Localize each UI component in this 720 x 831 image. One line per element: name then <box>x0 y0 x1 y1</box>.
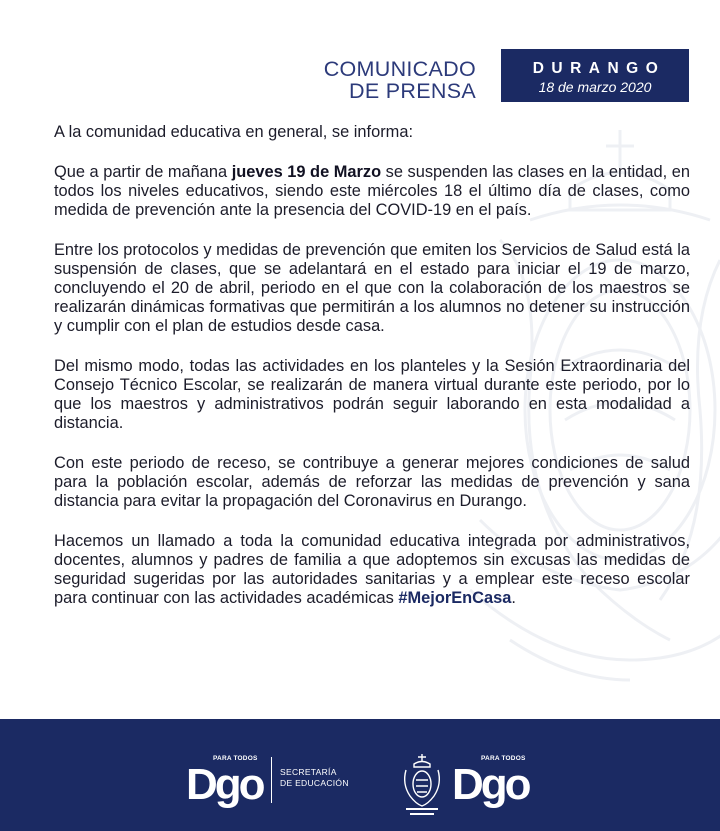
badge-date: 18 de marzo 2020 <box>538 79 652 95</box>
dgo-logo-2-word: Dgo <box>452 760 529 809</box>
paragraph-1-start: Que a partir de mañana <box>54 163 232 181</box>
title-line-2: DE PRENSA <box>349 79 476 103</box>
logo-divider <box>271 757 272 803</box>
paragraph-1-end: se suspenden las clases en la entidad, en todos los niveles educativos, siendo este miércoles 18 el último día de clases, como medida de prevención ante la presencia del COVID-19 en el país. <box>54 163 690 219</box>
location-date-badge <box>501 49 689 102</box>
secretaria-line-1: SECRETARÍA <box>280 767 337 777</box>
statement-body <box>54 123 690 629</box>
state-seal-icon <box>400 752 444 818</box>
footer-band <box>0 719 720 831</box>
secretaria-label <box>280 767 349 789</box>
press-release-title <box>324 58 476 102</box>
dgo-logo-word: Dgo <box>186 760 263 809</box>
dgo-logo-2 <box>448 753 538 813</box>
dgo-logo <box>186 753 266 813</box>
hashtag-mejorencasa: #MejorEnCasa <box>398 589 512 607</box>
paragraph-5-text: Hacemos un llamado a toda la comunidad educativa integrada por administrativos, docentes, alumnos y padres de familia a que adoptemos sin excusas las medidas de seguridad sugeridas por las autoridades sanitarias y a emplear este receso escolar para continuar con las actividades académicas <box>54 532 690 607</box>
badge-city: DURANGO <box>532 60 666 77</box>
secretaria-line-2: DE EDUCACIÓN <box>280 778 349 788</box>
dgo-logo-tagline: PARA TODOS <box>213 755 258 762</box>
title-line-1: COMUNICADO <box>323 57 476 81</box>
paragraph-4: Con este periodo de receso, se contribuye a generar mejores condiciones de salud para la población escolar, además de reforzar las medidas de prevención y sana distancia para evitar la propagación del Coronavirus en Durango. <box>54 454 690 510</box>
paragraph-1 <box>54 163 690 220</box>
dgo-logo-2-tagline: PARA TODOS <box>481 755 526 762</box>
paragraph-2: Entre los protocolos y medidas de prevención que emiten los Servicios de Salud está la suspensión de clases, que se adelantará en el estado para iniciar el 19 de marzo, concluyendo el 20 de abril, periodo en el que con la colaboración de los maestros se realizarán dinámicas formativas que permitirán a los alumnos no detener su instrucción y cumplir con el plan de estudios desde casa. <box>54 241 690 335</box>
paragraph-5-period: . <box>511 589 516 607</box>
paragraph-3: Del mismo modo, todas las actividades en los planteles y la Sesión Extraordinaria del Consejo Técnico Escolar, se realizarán de manera virtual durante este periodo, por lo que los maestros y administrativos podrán seguir laborando en esta modalidad a distancia. <box>54 357 690 432</box>
paragraph-1-date-emphasis: jueves 19 de Marzo <box>231 163 382 181</box>
intro-paragraph: A la comunidad educativa en general, se informa: <box>54 123 413 141</box>
paragraph-5 <box>54 532 690 608</box>
